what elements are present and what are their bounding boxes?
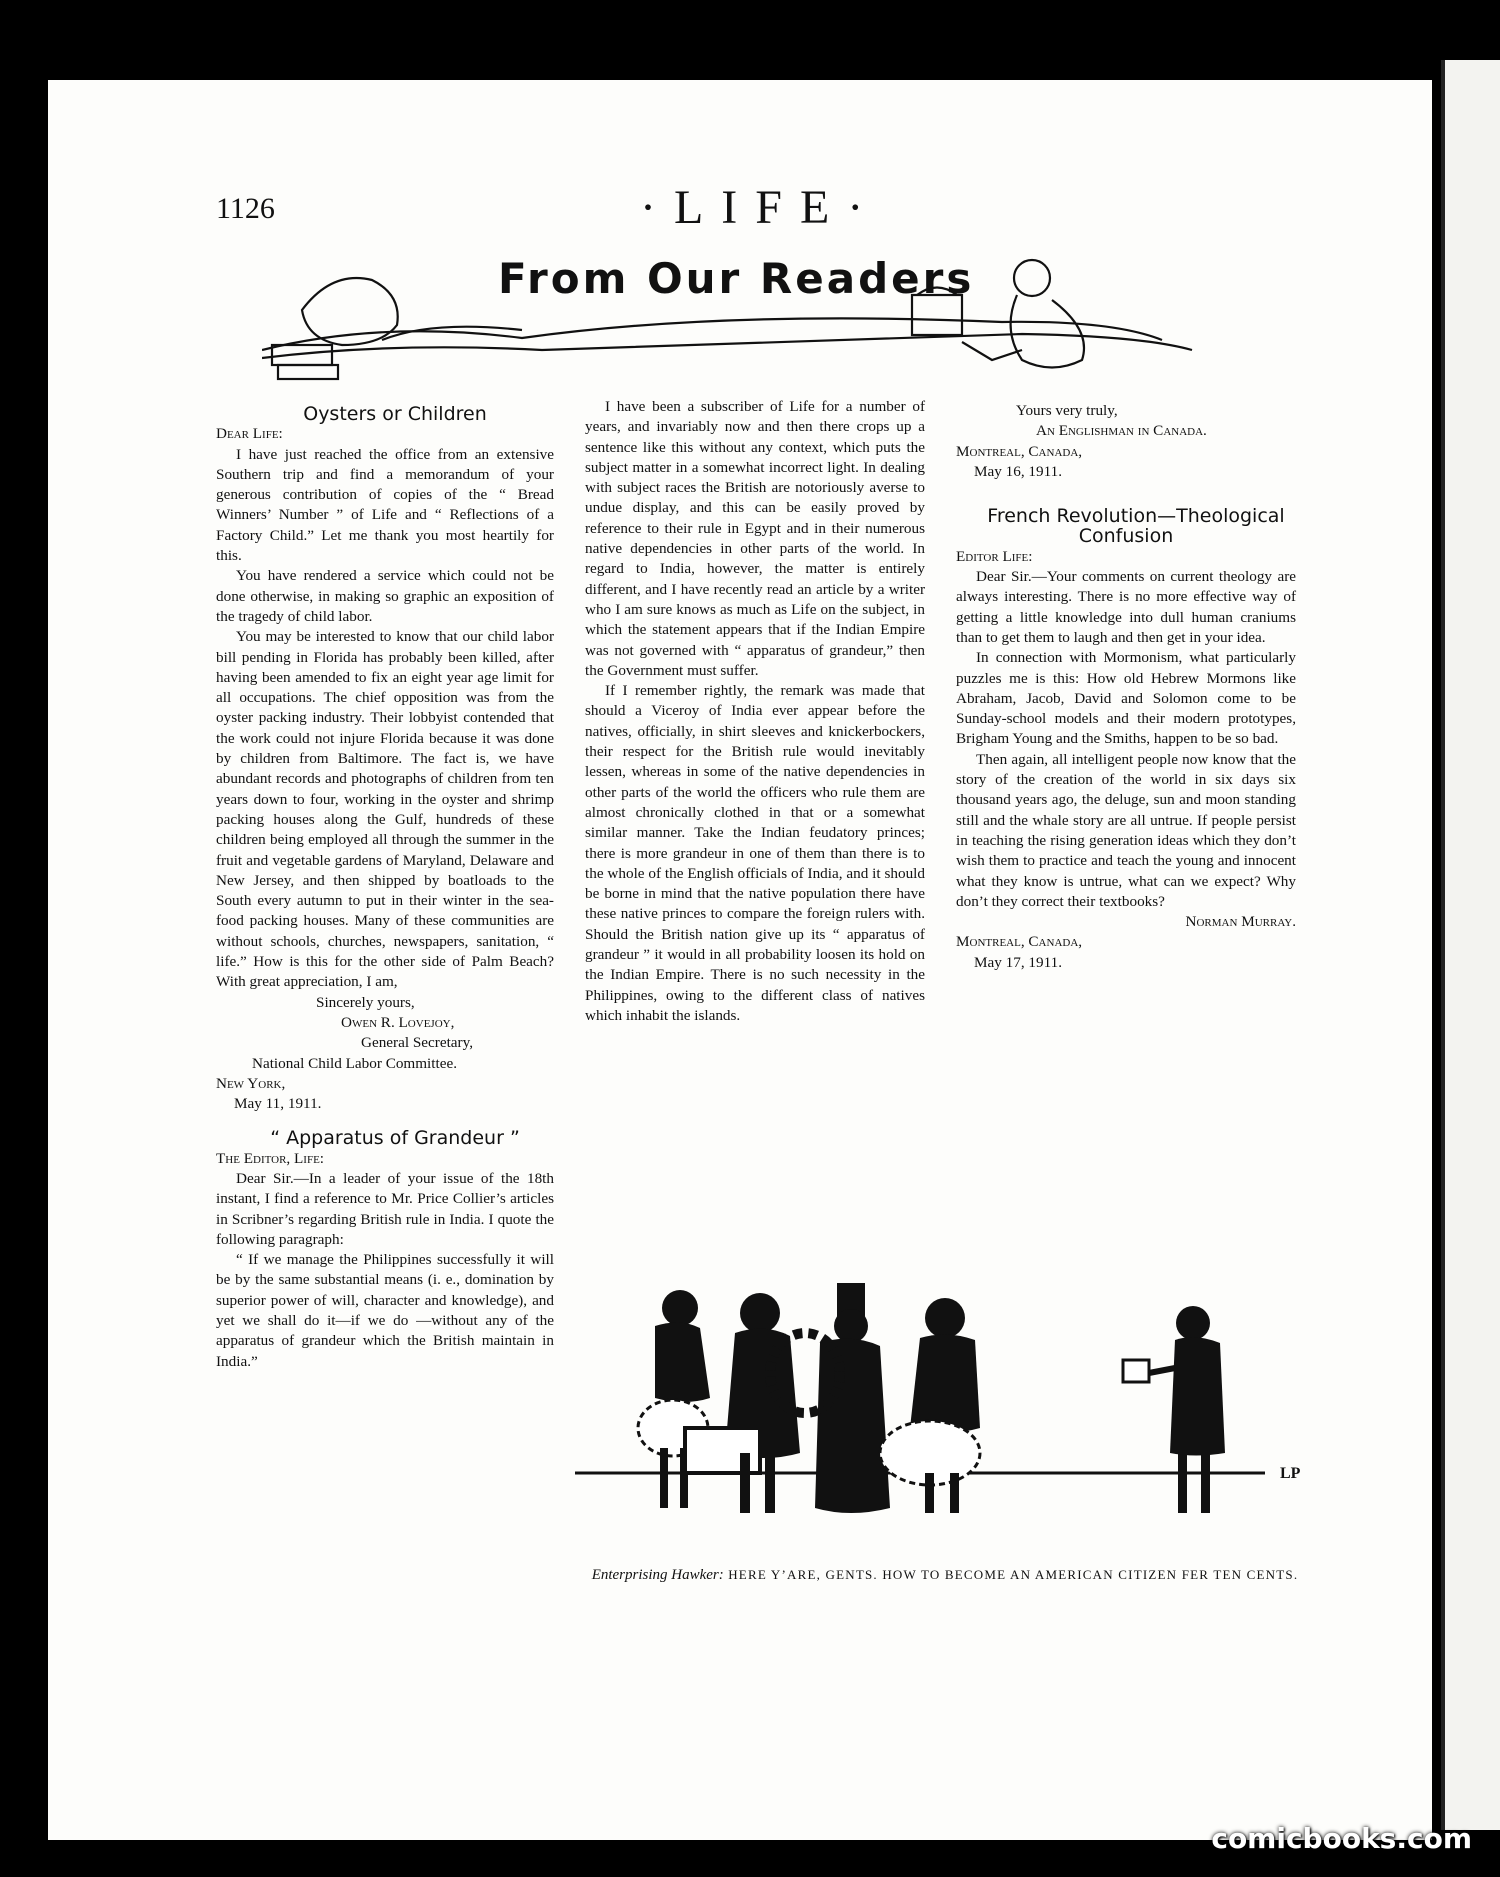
article-3-place: Montreal, Canada, (956, 933, 1083, 951)
article-1-paragraph: I have just reached the office from an extensive Southern trip and find a memorandum of your generous contribution of copies of the “ Bread Winners’ Number ” of Life and “ Reflections of a Factory Child.” Let me thank you most heartily for this. (216, 445, 554, 565)
article-1-signer-title: General Secretary, (361, 1034, 474, 1052)
cartoon-caption (580, 1565, 1310, 1585)
facing-page-edge (1441, 60, 1500, 1830)
column-1 (216, 404, 554, 1372)
article-2-title: “ Apparatus of Grandeur ” (270, 1127, 520, 1150)
article-2-paragraph: Dear Sir.—In a leader of your issue of the 18th instant, I find a reference to Mr. Price Collier’s articles in Scribner’s regarding British rule in India. I quote the following paragraph: (216, 1169, 554, 1248)
article-1-title: Oysters or Children (303, 403, 487, 425)
article-2-paragraph: I have been a subscriber of Life for a number of years, and invariably now and then there crops up a sentence like this without any context, which puts the subject matter in a somewhat incorrect light. In dealing with subject races the British are notoriously averse to undue display, and this can be easily proved by reference to their rule in Egypt and in their numerous native dependencies in other parts of the world. In regard to India, however, the matter is entirely different, and I have recently read an article by a writer who I am sure knows as much as Life on the subject, in which the statement appears that if the Indian Empire was not governed with “ apparatus of grandeur,” then the Government must suffer. (585, 398, 925, 679)
article-1-signer-org: National Child Labor Committee. (252, 1054, 457, 1072)
article-2-place: Montreal, Canada, (956, 442, 1083, 460)
article-3-title: French Revolution—Theological Confusion (987, 505, 1285, 548)
article-2-paragraph: If I remember rightly, the remark was made that should a Viceroy of India ever appear before the natives, officially, in shirt sleeves and knickerbockers, their respect for the British rule would inevitably lessen, whereas in some of the native dependencies in other parts of the world the officers who rule them are almost chronically clothed in that or a somewhat similar manner. Take the Indian feudatory princes; there is more grandeur in one of them than there is to the whole of the English officials of India, and it should be borne in mind that the native population there have these native princes to compare the foreign rulers with. Should the British nation give up its “ apparatus of grandeur ” it would in all probability loosen its hold on the Indian Empire. There is no such necessity in the Philippines, owing to the different class of natives which inhabit the islands. (585, 682, 925, 1024)
article-1-paragraph: You have rendered a service which could not be done otherwise, in making so graphic an exposition of the tragedy of child labor. (216, 567, 554, 625)
article-3-paragraph: Then again, all intelligent people now know that the story of the creation of the world in six days six thousand years ago, the deluge, sun and moon standing still and the whale story are all untrue. If people persist in teaching the rising generation ideas which they don’t wish them to practice and teach the young and innocent what they know is untrue, what can we expect? Why don’t they correct their textbooks? (956, 750, 1296, 910)
article-3-salutation: Editor Life: (956, 547, 1033, 565)
caption-speaker: Enterprising Hawker: (591, 1567, 724, 1583)
section-title: From Our Readers (498, 254, 975, 303)
article-3-paragraph: In connection with Mormonism, what particularly puzzles me is this: How old Hebrew Mormons like Abraham, Jacob, David and Solomon come to be Sunday-school models and their modern prototypes, Brigham Young and the Smiths, happen to be so bad. (956, 649, 1296, 748)
page-number: 1126 (216, 192, 275, 225)
article-1-closing: Sincerely yours, (316, 993, 415, 1011)
column-3 (956, 397, 1296, 973)
column-2 (585, 397, 925, 1026)
watermark: comicbooks.com (1211, 1822, 1472, 1855)
cartoon-monogram: LP (1280, 1465, 1301, 1482)
article-1-place: New York, (216, 1074, 286, 1092)
article-3-signer: Norman Murray. (1185, 913, 1296, 931)
caption-text: HERE Y’ARE, GENTS. HOW TO BECOME AN AMERICAN CITIZEN FER TEN CENTS. (728, 1567, 1299, 1582)
article-2-salutation: The Editor, Life: (216, 1149, 325, 1167)
article-2-date: May 16, 1911. (974, 462, 1063, 480)
article-2-closing: Yours very truly, (1016, 402, 1118, 419)
article-2-signer: An Englishman in Canada. (1036, 422, 1207, 440)
article-2-paragraph: “ If we manage the Philippines successfully it will be by the same substantial means (i. e., domination by superior power of will, character and knowledge), and yet we shall do it—if we do —without any of the apparatus of grandeur which the British maintain in India.” (216, 1251, 554, 1370)
masthead: ·LIFE· (640, 181, 882, 234)
article-1-paragraph: You may be interested to know that our child labor bill pending in Florida has probably been killed, after having been amended to fix an eight year age limit for all occupations. The chief opposition was from the oyster packing industry. Their lobbyist contended that the work could not injure Florida because it was done by children from Baltimore. The fact is, we have abundant records and photographs of children from ten years down to four, working in the oyster and shrimp packing houses along the Gulf, hundreds of these children being employed all through the summer in the fruit and vegetable gardens of Maryland, Delaware and New Jersey, and then shipped by boatloads to the South every autumn to put in their winter in the sea-food packing houses. Many of these communities are without schools, churches, newspapers, sanitation, “ life.” How is this for the other side of Palm Beach? With great appreciation, I am, (216, 628, 554, 991)
article-3-date: May 17, 1911. (974, 953, 1063, 971)
article-1-date: May 11, 1911. (234, 1095, 322, 1113)
article-3-paragraph: Dear Sir.—Your comments on current theology are always interesting. There is no more effective way of getting a little knowledge into dull human craniums than to get them to laugh and then get in your idea. (956, 568, 1296, 646)
article-1-signer: Owen R. Lovejoy, (341, 1013, 455, 1031)
hawker-cartoon (575, 1278, 1335, 1538)
article-1-salutation: Dear Life: (216, 425, 283, 443)
